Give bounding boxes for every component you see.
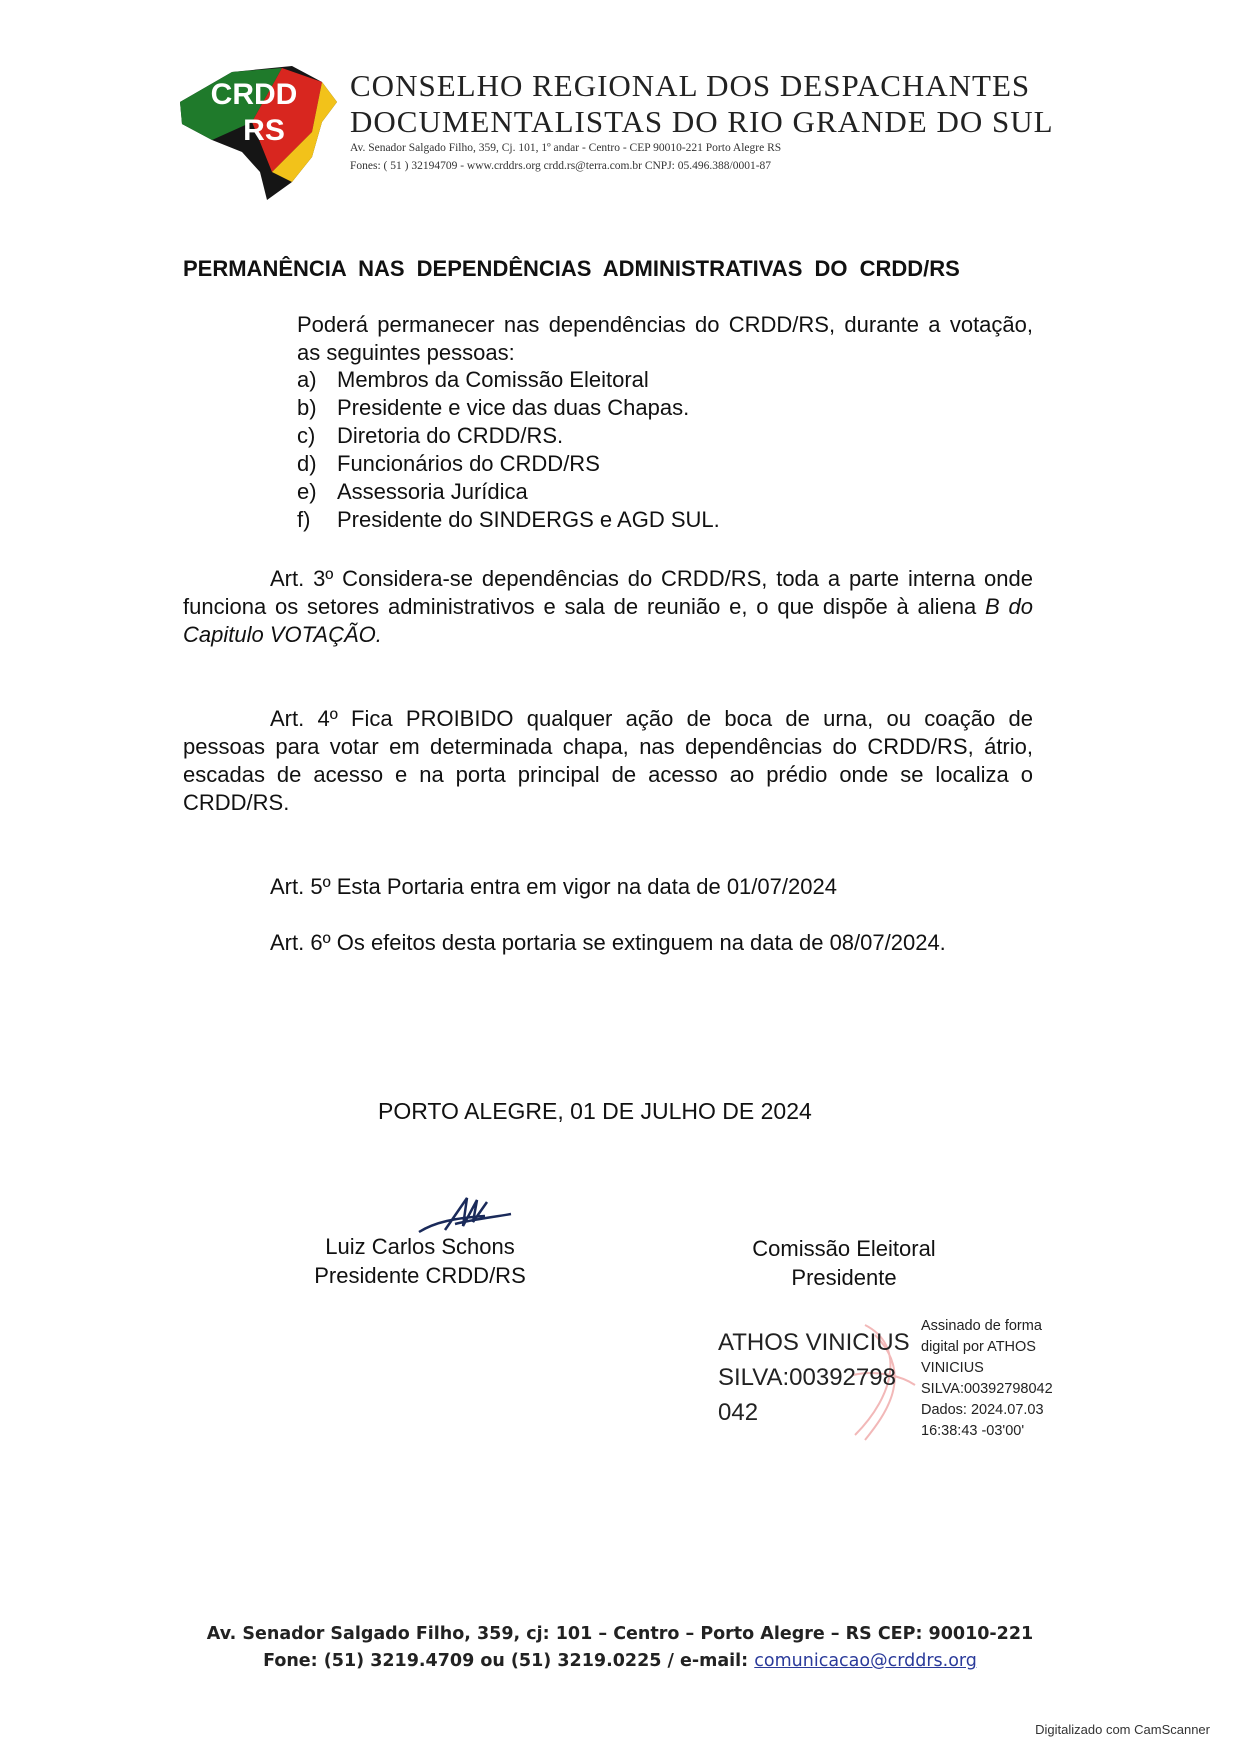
list-item bbox=[297, 506, 720, 534]
right-signer-name: Comissão Eleitoral bbox=[752, 1236, 936, 1261]
digital-signature-info bbox=[921, 1316, 1053, 1442]
list-item bbox=[297, 478, 720, 506]
footer-email-link[interactable]: comunicacao@crddrs.org bbox=[754, 1651, 977, 1671]
digital-signer-line2: SILVA:00392798 bbox=[718, 1364, 896, 1391]
list-item-text: Membros da Comissão Eleitoral bbox=[337, 367, 649, 392]
logo-text-bottom: RS bbox=[243, 114, 285, 147]
org-address: Av. Senador Salgado Filho, 359, Cj. 101, 1º andar - Centro - CEP 90010-221 Porto Alegre RS bbox=[350, 142, 782, 154]
list-item bbox=[297, 422, 720, 450]
list-marker: b) bbox=[297, 395, 317, 420]
left-signer-name: Luiz Carlos Schons bbox=[325, 1234, 515, 1259]
article-4: Art. 4º Fica PROIBIDO qualquer ação de boca de urna, ou coação de pessoas para votar em determinada chapa, nas dependências do CRDD/RS, átrio, escadas de acesso e na porta principal de acesso ao prédio onde se localiza o CRDD/RS. bbox=[183, 706, 1033, 815]
list-item bbox=[297, 394, 720, 422]
article-3-italic: B do Capitulo VOTAÇÃO. bbox=[183, 594, 1033, 647]
crdd-logo bbox=[172, 62, 342, 202]
right-signer-role: Presidente bbox=[791, 1265, 897, 1290]
digital-signer-line1: ATHOS VINICIUS bbox=[718, 1329, 910, 1356]
org-contacts: Fones: ( 51 ) 32194709 - www.crddrs.org crdd.rs@terra.com.br CNPJ: 05.496.388/0001-87 bbox=[350, 160, 772, 172]
article-5: Art. 5º Esta Portaria entra em vigor na data de 01/07/2024 bbox=[270, 874, 837, 899]
list-item-text: Presidente do SINDERGS e AGD SUL. bbox=[337, 507, 720, 532]
list-item-text: Assessoria Jurídica bbox=[337, 479, 528, 504]
scanner-watermark: Digitalizado com CamScanner bbox=[1035, 1722, 1210, 1737]
footer-address: Av. Senador Salgado Filho, 359, cj: 101 – Centro – Porto Alegre – RS CEP: 90010-221 bbox=[206, 1624, 1034, 1644]
list-item-text: Presidente e vice das duas Chapas. bbox=[337, 395, 690, 420]
org-name-line1: CONSELHO REGIONAL DOS DESPACHANTES bbox=[350, 68, 1031, 103]
article-3 bbox=[183, 565, 1033, 649]
digital-info-line5: Dados: 2024.07.03 bbox=[921, 1402, 1044, 1418]
list-marker: c) bbox=[297, 423, 316, 448]
logo-text-top: CRDD bbox=[210, 78, 298, 111]
footer-phones: Fone: (51) 3219.4709 ou (51) 3219.0225 / e-mail: bbox=[263, 1651, 755, 1671]
section-intro: Poderá permanecer nas dependências do CRDD/RS, durante a votação, as seguintes pessoas: bbox=[297, 312, 1033, 365]
digital-info-line6: 16:38:43 -03'00' bbox=[921, 1423, 1025, 1439]
org-name-line2: DOCUMENTALISTAS DO RIO GRANDE DO SUL bbox=[350, 104, 1054, 139]
list-marker: f) bbox=[297, 507, 311, 532]
footer-contacts bbox=[0, 1651, 1240, 1671]
list-item bbox=[297, 366, 720, 394]
digital-info-line1: Assinado de forma bbox=[921, 1318, 1042, 1334]
place-date: PORTO ALEGRE, 01 DE JULHO DE 2024 bbox=[378, 1098, 812, 1124]
digital-info-line3: VINICIUS bbox=[921, 1360, 984, 1376]
digital-signer-line3: 042 bbox=[718, 1399, 759, 1426]
list-item-text: Funcionários do CRDD/RS bbox=[337, 451, 600, 476]
list-marker: a) bbox=[297, 367, 317, 392]
left-signer-role: Presidente CRDD/RS bbox=[314, 1263, 526, 1288]
list-item-text: Diretoria do CRDD/RS. bbox=[337, 423, 564, 448]
digital-signer-block bbox=[718, 1325, 910, 1430]
list-marker: d) bbox=[297, 451, 317, 476]
article-6: Art. 6º Os efeitos desta portaria se extinguem na data de 08/07/2024. bbox=[270, 930, 946, 955]
list-marker: e) bbox=[297, 479, 317, 504]
section-heading: PERMANÊNCIA NAS DEPENDÊNCIAS ADMINISTRATIVAS DO CRDD/RS bbox=[183, 256, 960, 281]
article-3-text: Art. 3º Considera-se dependências do CRDD/RS, toda a parte interna onde funciona os setores administrativos e sala de reunião e, o que dispõe à aliena bbox=[183, 566, 1033, 619]
permitted-persons-list bbox=[297, 366, 720, 534]
digital-info-line4: SILVA:00392798042 bbox=[921, 1381, 1053, 1397]
digital-info-line2: digital por ATHOS bbox=[921, 1339, 1036, 1355]
list-item bbox=[297, 450, 720, 478]
